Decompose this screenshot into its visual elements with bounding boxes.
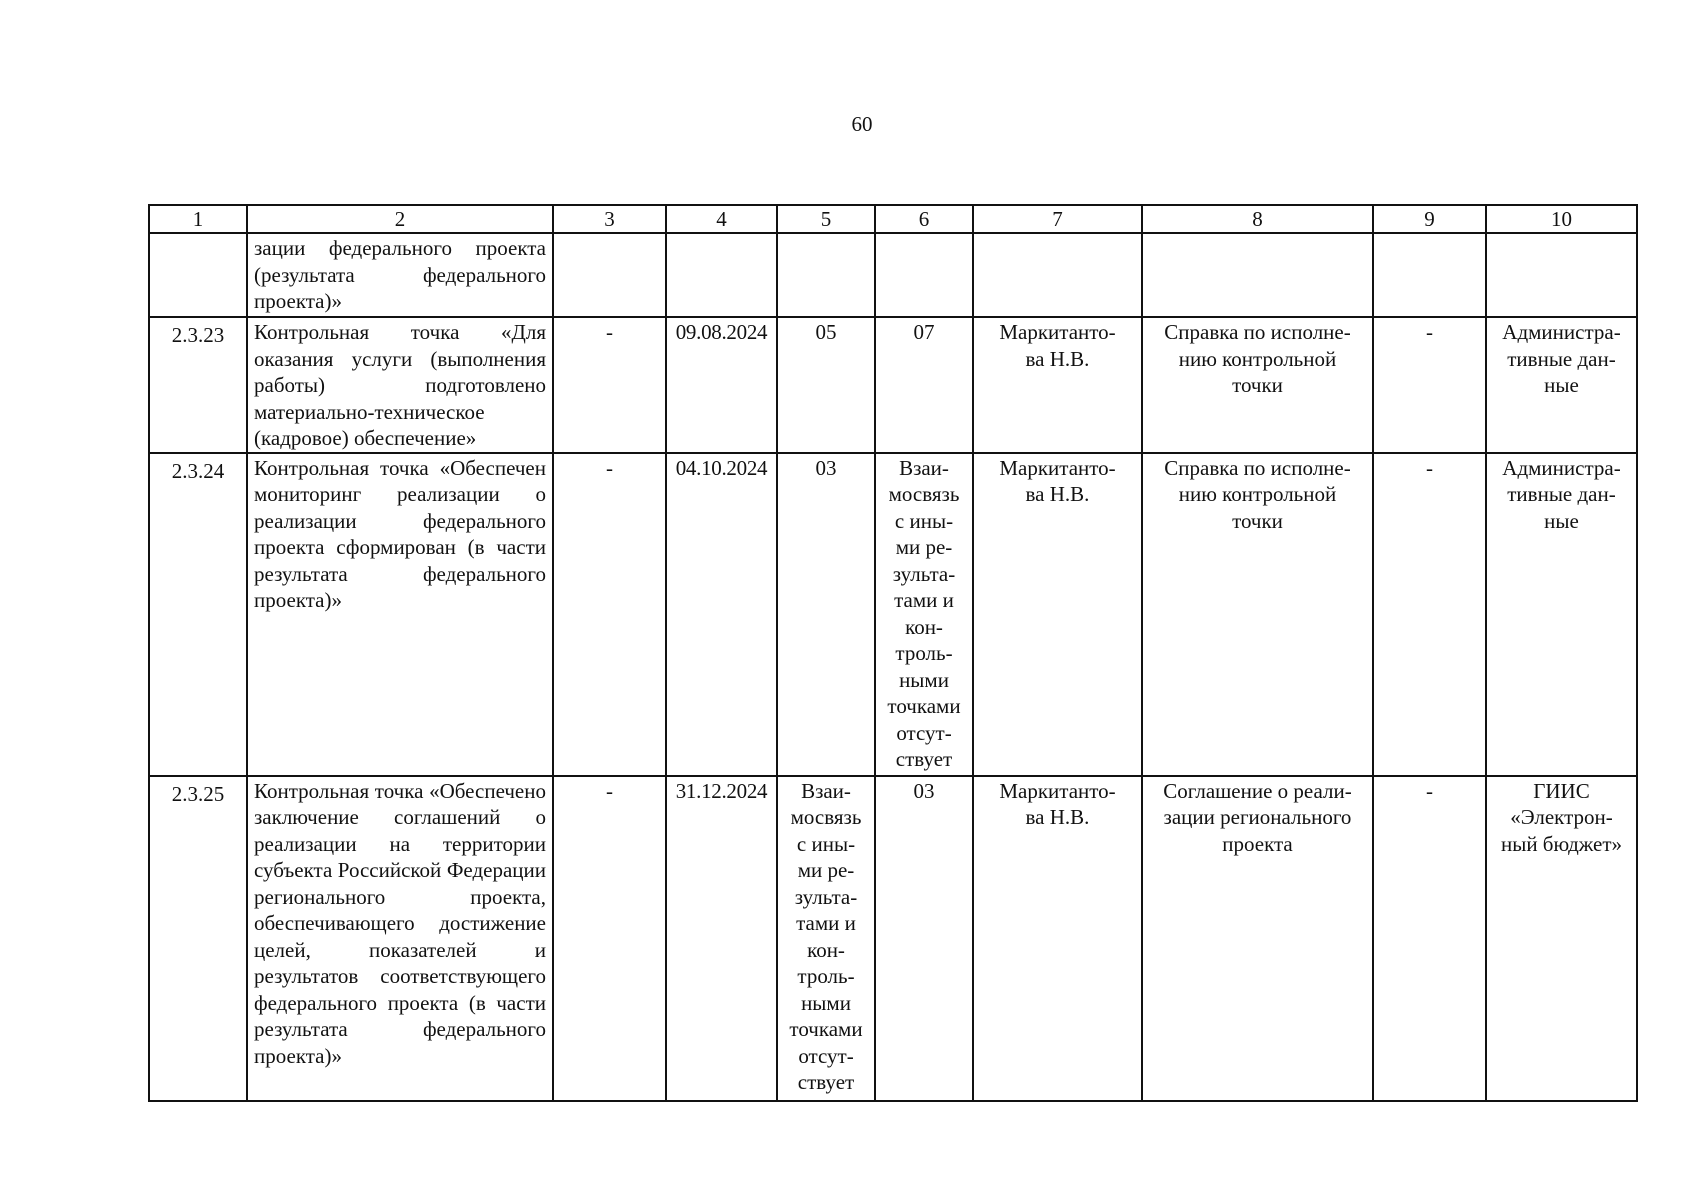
task-cell: Контрольная точка «Для оказания услуги (выполнения работы) подготовлено материально-техническое (кадровое) обеспечение»: [247, 317, 553, 453]
col9-cell: -: [1373, 317, 1486, 453]
source-cell: [1486, 453, 1637, 776]
cell-line: отсут-: [798, 1043, 854, 1068]
cell-line: тами и: [894, 588, 954, 612]
cell-line: Администра-: [1502, 320, 1621, 344]
source-cell: [1486, 233, 1637, 317]
col5-cell: [777, 453, 875, 776]
col5-cell: [777, 233, 875, 317]
column-header: 6: [875, 205, 973, 233]
cell-line: с ины-: [894, 508, 954, 533]
column-header: 10: [1486, 205, 1637, 233]
responsible-cell: [973, 776, 1142, 1101]
cell-line: ствует: [797, 1070, 855, 1094]
cell-line: нию контрольной: [1178, 346, 1337, 371]
table-row: [149, 453, 1637, 776]
table-row: [149, 776, 1637, 1101]
cell-line: кон-: [905, 614, 943, 639]
cell-line: Взаи-: [899, 455, 949, 480]
cell-line: тивные дан-: [1507, 346, 1616, 371]
cell-line: точки: [1232, 508, 1283, 533]
column-header: 8: [1142, 205, 1373, 233]
col9-cell: -: [1373, 453, 1486, 776]
cell-line: зации регионального: [1163, 805, 1352, 829]
cell-line: точками: [887, 694, 961, 718]
document-cell: [1142, 317, 1373, 453]
cell-line: Маркитанто-: [999, 455, 1116, 480]
cell-line: ные: [1544, 373, 1579, 397]
cell-line: ствует: [895, 747, 953, 771]
col3-cell: -: [553, 776, 666, 1101]
cell-line: тами и: [796, 911, 856, 935]
cell-line: Маркитанто-: [999, 778, 1116, 803]
col5-cell: [777, 317, 875, 453]
cell-line: ми ре-: [797, 858, 855, 882]
cell-line: отсут-: [896, 720, 952, 745]
table-row: [149, 317, 1637, 453]
cell-line: Администра-: [1502, 455, 1621, 480]
cell-line: 03: [913, 778, 935, 803]
cell-line: троль-: [895, 641, 953, 665]
column-header: 5: [777, 205, 875, 233]
cell-line: «Электрон-: [1510, 805, 1613, 829]
column-header: 2: [247, 205, 553, 233]
cell-line: 05: [815, 320, 837, 344]
responsible-cell: [973, 453, 1142, 776]
cell-line: ный бюджет»: [1500, 831, 1623, 856]
cell-line: ные: [1544, 508, 1579, 533]
cell-line: мосвязь: [888, 482, 960, 506]
row-id-cell: 2.3.23: [149, 317, 247, 453]
cell-line: точки: [1232, 373, 1283, 397]
task-cell: Контрольная точка «Обеспечено заключение соглашений о реализации на территории субъекта Российской Федерации регионального проекта, обеспечивающего достижение целей, показателей и результатов соответствующего федерального проекта (в части результата федерального проекта)»: [247, 776, 553, 1101]
checkpoint-table: [148, 204, 1638, 1102]
cell-line: зульта-: [794, 884, 858, 909]
date-cell: 09.08.2024: [666, 317, 777, 453]
row-id-cell: [149, 233, 247, 317]
cell-line: ми ре-: [895, 535, 953, 559]
cell-line: ГИИС: [1533, 778, 1590, 803]
cell-line: нию контрольной: [1178, 482, 1337, 506]
date-cell: 31.12.2024: [666, 776, 777, 1101]
cell-line: Справка по исполне-: [1164, 455, 1351, 480]
column-header: 3: [553, 205, 666, 233]
column-header: 7: [973, 205, 1142, 233]
cell-line: троль-: [797, 964, 855, 988]
responsible-cell: [973, 317, 1142, 453]
cell-line: с ины-: [796, 831, 856, 856]
cell-line: ва Н.В.: [1025, 346, 1090, 371]
col3-cell: [553, 233, 666, 317]
cell-line: кон-: [807, 937, 845, 962]
cell-line: 07: [913, 320, 935, 344]
document-cell: [1142, 776, 1373, 1101]
col6-cell: [875, 453, 973, 776]
cell-line: Маркитанто-: [999, 320, 1116, 344]
responsible-cell: [973, 233, 1142, 317]
col5-cell: [777, 776, 875, 1101]
task-cell: Контрольная точка «Обеспечен мониторинг реализации о реализации федерального проекта сформирован (в части результата федерального проекта)»: [247, 453, 553, 776]
row-id-cell: 2.3.24: [149, 453, 247, 776]
column-header: 4: [666, 205, 777, 233]
source-cell: [1486, 317, 1637, 453]
cell-line: точками: [789, 1017, 863, 1041]
document-cell: [1142, 453, 1373, 776]
date-cell: 04.10.2024: [666, 453, 777, 776]
page-number: 60: [851, 112, 873, 136]
col9-cell: [1373, 233, 1486, 317]
task-cell: зации федерального проекта (результата федерального проекта)»: [247, 233, 553, 317]
cell-line: тивные дан-: [1507, 482, 1616, 506]
cell-line: 03: [815, 455, 837, 480]
col3-cell: -: [553, 317, 666, 453]
cell-line: проекта: [1222, 831, 1293, 856]
cell-line: Справка по исполне-: [1164, 320, 1351, 344]
cell-line: Взаи-: [801, 778, 851, 803]
col9-cell: -: [1373, 776, 1486, 1101]
table-header-row: [149, 205, 1637, 233]
cell-line: ными: [801, 990, 851, 1015]
document-cell: [1142, 233, 1373, 317]
col3-cell: -: [553, 453, 666, 776]
date-cell: [666, 233, 777, 317]
cell-line: ными: [899, 667, 949, 692]
table-row: [149, 233, 1637, 317]
source-cell: [1486, 776, 1637, 1101]
cell-line: Соглашение о реали-: [1163, 778, 1352, 803]
cell-line: ва Н.В.: [1025, 482, 1090, 506]
column-header: 9: [1373, 205, 1486, 233]
cell-line: мосвязь: [790, 805, 862, 829]
cell-line: зульта-: [892, 561, 956, 586]
col6-cell: [875, 233, 973, 317]
col6-cell: [875, 776, 973, 1101]
column-header: 1: [149, 205, 247, 233]
col6-cell: [875, 317, 973, 453]
cell-line: ва Н.В.: [1025, 805, 1090, 829]
row-id-cell: 2.3.25: [149, 776, 247, 1101]
